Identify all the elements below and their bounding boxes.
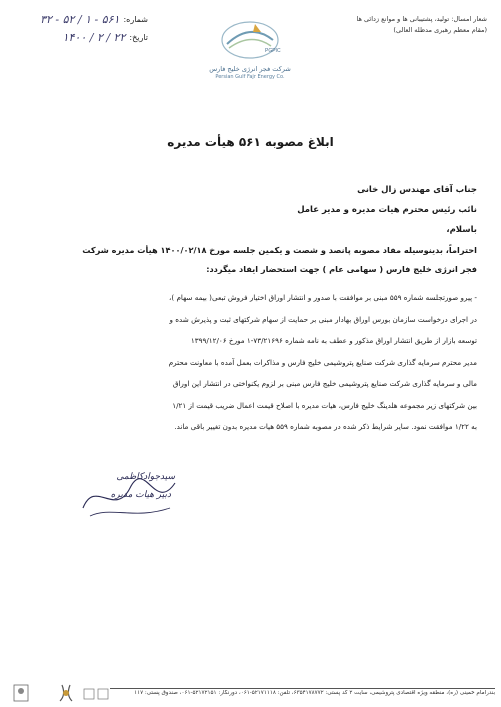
- addressee-position: نائب رئیس محترم هیات مدیره و مدیر عامل: [297, 205, 477, 215]
- signatory-role: دبیر هیات مدیره: [110, 490, 171, 500]
- body-line: در اجرای درخواست سازمان بورس اوراق بهادار مبنی بر حمایت از سهام شرکتهای ثبت و پذیرش شده و: [169, 314, 477, 324]
- footer-contact: بندرامام خمینی (ره)، منطقه ویژه اقتصادی پتروشیمی، سایت ۲ کد پستی: ۶۳۵۴۱۷۸۷۷۲، تلفن: ۵۲۱۷۱۱۱۸-۰۶۱، دورنگار: ۵۲۱۷۲۱۵۱-۰۶۱، صندوق پستی: ۱۱۷: [134, 690, 495, 696]
- intro-line: احتراماً، بدینوسیله مفاد مصوبه پانصد و شصت و یکمین جلسه مورخ ۱۴۰۰/۰۲/۱۸ هیأت مدیره شرکت: [82, 245, 477, 255]
- company-name-en: Persian Gulf Fajr Energy Co.: [215, 74, 285, 80]
- certification-logos-icon: [10, 681, 110, 705]
- number-value: ۳۲ - ۵۲ / ۱ - ۵۶۱: [40, 12, 120, 26]
- slogan-block: [337, 14, 487, 36]
- date-label: تاریخ:: [129, 32, 148, 42]
- footer-logos: [10, 681, 110, 705]
- body-paragraph: [37, 287, 477, 438]
- slogan-attribution: (مقام معظم رهبری مدظله العالی): [393, 26, 487, 34]
- company-emblem-icon: [215, 18, 285, 63]
- letter-date-row: [8, 28, 148, 46]
- intro-line: فجر انرژی خلیج فارس ( سهامی عام ) جهت استحضار ایفاد میگردد:: [206, 264, 477, 274]
- addressee-name: جناب آقای مهندس زال خانی: [357, 185, 477, 195]
- body-line: توسعه بازار از طریق انتشار اوراق مذکور و عطف به نامه شماره ۷۳/۲۱۶۹۶-۱ مورخ ۱۳۹۹/۱۲/۰۶: [190, 336, 477, 345]
- addressee-block: [77, 180, 477, 240]
- footer-divider: [110, 688, 495, 689]
- body-line: به ۱/۲۲ موافقت نمود. سایر شرایط ذکر شده در مصوبه شماره ۵۵۹ هیات مدیره بدون تغییر باقی ماند.: [174, 422, 477, 431]
- svg-text:PGPIC: PGPIC: [265, 48, 281, 54]
- company-logo: [200, 18, 300, 98]
- reference-block: [8, 10, 148, 46]
- body-line: مالی و سرمایه گذاری شرکت صنایع پتروشیمی خلیج فارس مبنی بر لزوم یکنواختی در انتشار این اوراق: [172, 379, 477, 388]
- body-line: مدیر محترم سرمایه گذاری شرکت صنایع پتروشیمی خلیج فارس و مذاکرات بعمل آمده با معاونت محترم: [168, 357, 477, 367]
- date-value: ۱۴۰۰ / ۲ / ۲۲: [62, 30, 126, 44]
- company-name-fa: شرکت فجر انرژی خلیج فارس: [209, 65, 291, 73]
- signature-block: [75, 468, 185, 528]
- letter-number-row: [8, 10, 148, 28]
- body-line: بین شرکتهای زیر مجموعه هلدینگ خلیج فارس، هیات مدیره با اصلاح قیمت اعمال ضریب قیمت از ۱/۲۱: [172, 400, 477, 410]
- number-label: شماره:: [123, 14, 148, 24]
- intro-paragraph: [37, 241, 477, 279]
- greeting: باسلام،: [446, 225, 477, 235]
- letter-title: ابلاغ مصوبه ۵۶۱ هیأت مدیره: [167, 135, 334, 149]
- slogan-line: شعار امسال: تولید، پشتیبانی ها و موانع زدائی ها: [356, 15, 487, 23]
- body-line: - پیرو صورتجلسه شماره ۵۵۹ مبنی بر موافقت با صدور و انتشار اوراق اختیار فروش تبعی( بیمه سهام )،: [169, 293, 477, 302]
- signatory-name: سیدجوادکاظمی: [116, 472, 175, 482]
